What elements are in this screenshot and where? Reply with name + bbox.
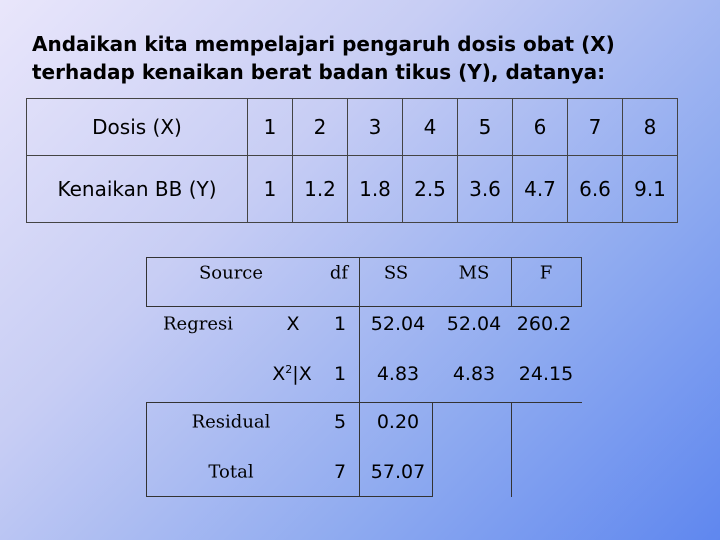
weight-gain-row-label: Kenaikan BB (Y) xyxy=(27,156,248,223)
grid-line xyxy=(359,257,360,497)
ms-value: 4.83 xyxy=(452,363,496,385)
source-x2-sup: 2 xyxy=(285,362,293,376)
dose-weight-table xyxy=(26,98,678,223)
ms-value: 52.04 xyxy=(446,313,502,335)
grid-line xyxy=(359,402,582,403)
header-ss: SS xyxy=(383,262,409,284)
dose-row-label: Dosis (X) xyxy=(27,99,248,156)
weight-gain-row xyxy=(27,156,678,223)
grid-line xyxy=(146,402,147,497)
df-value: 7 xyxy=(333,461,347,483)
weight-gain-cell: 1 xyxy=(248,156,293,223)
source-total: Total xyxy=(208,461,254,483)
grid-line xyxy=(511,257,512,307)
weight-gain-cell: 4.7 xyxy=(513,156,568,223)
dose-cell: 2 xyxy=(293,99,348,156)
header-df: df xyxy=(329,262,349,284)
dose-cell: 8 xyxy=(623,99,678,156)
weight-gain-cell: 9.1 xyxy=(623,156,678,223)
weight-gain-cell: 1.8 xyxy=(348,156,403,223)
source-x: X xyxy=(286,313,300,335)
weight-gain-cell: 2.5 xyxy=(403,156,458,223)
dose-cell: 6 xyxy=(513,99,568,156)
header-source: Source xyxy=(198,262,264,284)
regresi-label: Regresi xyxy=(163,313,233,335)
weight-gain-cell: 6.6 xyxy=(568,156,623,223)
source-x2-main: X xyxy=(272,363,286,386)
ss-value: 4.83 xyxy=(376,363,420,385)
df-value: 1 xyxy=(333,313,347,335)
weight-gain-cell: 3.6 xyxy=(458,156,513,223)
df-value: 1 xyxy=(333,363,347,385)
anova-table xyxy=(146,257,582,497)
f-value: 24.15 xyxy=(518,363,574,385)
source-x2-tail: |X xyxy=(292,363,312,386)
ss-value: 52.04 xyxy=(370,313,426,335)
dose-cell: 5 xyxy=(458,99,513,156)
grid-line xyxy=(146,496,360,497)
grid-line xyxy=(359,306,582,307)
dose-cell: 1 xyxy=(248,99,293,156)
header-ms: MS xyxy=(458,262,490,284)
ss-value: 0.20 xyxy=(376,411,420,433)
df-value: 5 xyxy=(333,411,347,433)
dose-row xyxy=(27,99,678,156)
weight-gain-cell: 1.2 xyxy=(293,156,348,223)
grid-line xyxy=(581,257,582,307)
dose-cell: 3 xyxy=(348,99,403,156)
grid-line xyxy=(146,257,582,258)
slide-title xyxy=(32,30,692,86)
dose-cell: 4 xyxy=(403,99,458,156)
title-line-2: terhadap kenaikan berat badan tikus (Y), datanya: xyxy=(32,60,606,84)
header-f: F xyxy=(539,262,553,284)
source-x2-given-x xyxy=(272,363,311,385)
dose-cell: 7 xyxy=(568,99,623,156)
grid-line xyxy=(432,402,433,497)
title-line-1: Andaikan kita mempelajari pengaruh dosis obat (X) xyxy=(32,32,615,56)
f-value: 260.2 xyxy=(516,313,572,335)
grid-line xyxy=(146,257,147,307)
ss-value: 57.07 xyxy=(370,461,426,483)
source-residual: Residual xyxy=(191,411,271,433)
grid-line xyxy=(511,402,512,497)
grid-line xyxy=(146,306,360,307)
grid-line xyxy=(146,402,360,403)
grid-line xyxy=(359,496,433,497)
